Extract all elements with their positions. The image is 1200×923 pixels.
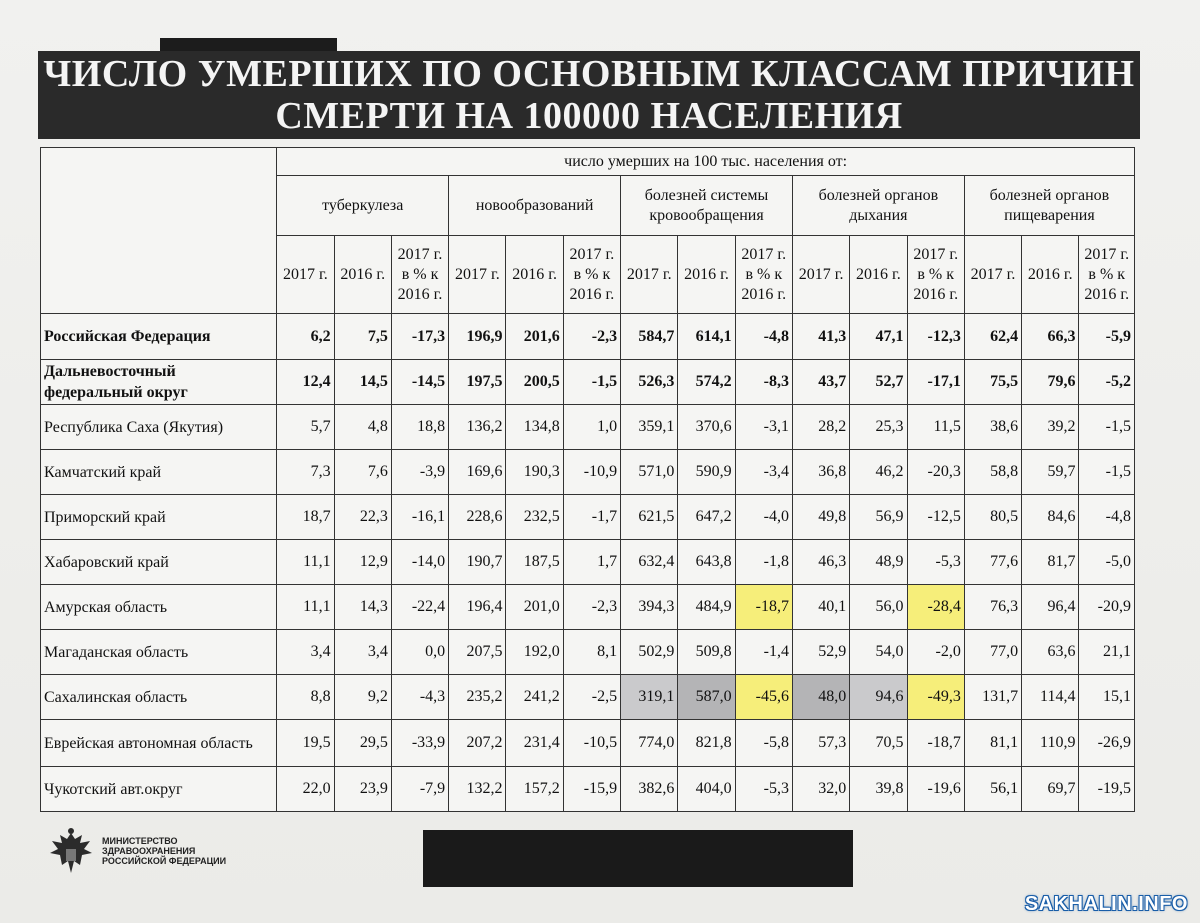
value-cell: 38,6 — [964, 405, 1021, 450]
value-cell: 47,1 — [850, 314, 907, 360]
value-cell: -15,9 — [563, 767, 620, 812]
value-cell: 96,4 — [1022, 585, 1079, 630]
value-cell: -5,3 — [907, 540, 964, 585]
value-cell: 502,9 — [621, 630, 678, 675]
value-cell: 574,2 — [678, 360, 735, 405]
value-cell: 11,5 — [907, 405, 964, 450]
group-header-digestive: болезней органов пищеварения — [964, 176, 1134, 236]
value-cell: 114,4 — [1022, 675, 1079, 720]
value-cell: 21,1 — [1079, 630, 1135, 675]
ministry-line-1: МИНИСТЕРСТВО — [102, 836, 178, 846]
value-cell: 48,0 — [792, 675, 849, 720]
value-cell: -1,8 — [735, 540, 792, 585]
table-row — [41, 314, 1135, 360]
title-banner — [38, 51, 1140, 139]
super-header: число умерших на 100 тыс. населения от: — [277, 148, 1135, 176]
group-header-neoplasms: новообразований — [449, 176, 621, 236]
ministry-label — [102, 836, 226, 866]
value-cell: 207,5 — [449, 630, 506, 675]
value-cell: -2,0 — [907, 630, 964, 675]
value-cell: 63,6 — [1022, 630, 1079, 675]
ministry-line-3: РОССИЙСКОЙ ФЕДЕРАЦИИ — [102, 856, 227, 866]
region-name-cell: Хабаровский край — [41, 540, 277, 585]
value-cell: 14,3 — [334, 585, 391, 630]
value-cell: 22,0 — [277, 767, 334, 812]
value-cell: -1,5 — [1079, 405, 1135, 450]
subheader-0-2: 2017 г. в % к 2016 г. — [391, 236, 448, 314]
value-cell: -28,4 — [907, 585, 964, 630]
value-cell: 169,6 — [449, 450, 506, 495]
subheader-4-0: 2017 г. — [964, 236, 1021, 314]
region-name-cell: Сахалинская область — [41, 675, 277, 720]
value-cell: -5,2 — [1079, 360, 1135, 405]
value-cell: 11,1 — [277, 540, 334, 585]
table-row — [41, 720, 1135, 767]
value-cell: 0,0 — [391, 630, 448, 675]
region-name-cell: Камчатский край — [41, 450, 277, 495]
region-header-cell — [41, 148, 277, 314]
table-row — [41, 540, 1135, 585]
subheader-0-1: 2016 г. — [334, 236, 391, 314]
subheader-3-1: 2016 г. — [850, 236, 907, 314]
value-cell: 187,5 — [506, 540, 563, 585]
subheader-1-0: 2017 г. — [449, 236, 506, 314]
value-cell: 1,0 — [563, 405, 620, 450]
value-cell: -14,0 — [391, 540, 448, 585]
value-cell: -18,7 — [907, 720, 964, 767]
value-cell: -45,6 — [735, 675, 792, 720]
value-cell: 9,2 — [334, 675, 391, 720]
value-cell: 241,2 — [506, 675, 563, 720]
value-cell: -4,8 — [1079, 495, 1135, 540]
value-cell: -19,5 — [1079, 767, 1135, 812]
value-cell: 201,6 — [506, 314, 563, 360]
value-cell: 59,7 — [1022, 450, 1079, 495]
value-cell: 77,6 — [964, 540, 1021, 585]
value-cell: -3,9 — [391, 450, 448, 495]
value-cell: 632,4 — [621, 540, 678, 585]
value-cell: 5,7 — [277, 405, 334, 450]
value-cell: -2,3 — [563, 314, 620, 360]
value-cell: -1,5 — [1079, 450, 1135, 495]
double-headed-eagle-emblem-icon — [44, 827, 98, 881]
value-cell: 39,8 — [850, 767, 907, 812]
value-cell: -16,1 — [391, 495, 448, 540]
value-cell: 62,4 — [964, 314, 1021, 360]
value-cell: -20,3 — [907, 450, 964, 495]
region-name-cell: Республика Саха (Якутия) — [41, 405, 277, 450]
value-cell: 647,2 — [678, 495, 735, 540]
value-cell: 28,2 — [792, 405, 849, 450]
value-cell: 131,7 — [964, 675, 1021, 720]
value-cell: 66,3 — [1022, 314, 1079, 360]
value-cell: -2,5 — [563, 675, 620, 720]
value-cell: 1,7 — [563, 540, 620, 585]
value-cell: -4,8 — [735, 314, 792, 360]
value-cell: 6,2 — [277, 314, 334, 360]
value-cell: 110,9 — [1022, 720, 1079, 767]
value-cell: 584,7 — [621, 314, 678, 360]
region-name-cell: Приморский край — [41, 495, 277, 540]
value-cell: 614,1 — [678, 314, 735, 360]
value-cell: 81,1 — [964, 720, 1021, 767]
value-cell: -4,0 — [735, 495, 792, 540]
value-cell: -5,3 — [735, 767, 792, 812]
value-cell: 76,3 — [964, 585, 1021, 630]
value-cell: 207,2 — [449, 720, 506, 767]
value-cell: 235,2 — [449, 675, 506, 720]
value-cell: 404,0 — [678, 767, 735, 812]
value-cell: 79,6 — [1022, 360, 1079, 405]
subheader-1-1: 2016 г. — [506, 236, 563, 314]
value-cell: 7,5 — [334, 314, 391, 360]
value-cell: 18,7 — [277, 495, 334, 540]
table-row — [41, 585, 1135, 630]
value-cell: 157,2 — [506, 767, 563, 812]
mortality-table — [40, 147, 1135, 812]
region-name-cell: Российская Федерация — [41, 314, 277, 360]
value-cell: 134,8 — [506, 405, 563, 450]
value-cell: -3,1 — [735, 405, 792, 450]
value-cell: -1,7 — [563, 495, 620, 540]
subheader-0-0: 2017 г. — [277, 236, 334, 314]
table-row — [41, 630, 1135, 675]
value-cell: 41,3 — [792, 314, 849, 360]
ministry-line-2: ЗДРАВООХРАНЕНИЯ — [102, 846, 196, 856]
value-cell: 587,0 — [678, 675, 735, 720]
value-cell: 77,0 — [964, 630, 1021, 675]
subheader-2-2: 2017 г. в % к 2016 г. — [735, 236, 792, 314]
value-cell: 571,0 — [621, 450, 678, 495]
subheader-4-2: 2017 г. в % к 2016 г. — [1079, 236, 1135, 314]
subheader-4-1: 2016 г. — [1022, 236, 1079, 314]
value-cell: 197,5 — [449, 360, 506, 405]
value-cell: -5,0 — [1079, 540, 1135, 585]
table-row — [41, 405, 1135, 450]
value-cell: 49,8 — [792, 495, 849, 540]
value-cell: 200,5 — [506, 360, 563, 405]
value-cell: -12,3 — [907, 314, 964, 360]
value-cell: 32,0 — [792, 767, 849, 812]
value-cell: 70,5 — [850, 720, 907, 767]
value-cell: 8,1 — [563, 630, 620, 675]
value-cell: 15,1 — [1079, 675, 1135, 720]
value-cell: -2,3 — [563, 585, 620, 630]
value-cell: 3,4 — [277, 630, 334, 675]
value-cell: -10,5 — [563, 720, 620, 767]
group-header-respiratory: болезней органов дыхания — [792, 176, 964, 236]
value-cell: 56,1 — [964, 767, 1021, 812]
value-cell: 359,1 — [621, 405, 678, 450]
value-cell: 36,8 — [792, 450, 849, 495]
value-cell: 7,3 — [277, 450, 334, 495]
value-cell: 69,7 — [1022, 767, 1079, 812]
value-cell: 319,1 — [621, 675, 678, 720]
value-cell: 14,5 — [334, 360, 391, 405]
value-cell: 29,5 — [334, 720, 391, 767]
subheader-1-2: 2017 г. в % к 2016 г. — [563, 236, 620, 314]
value-cell: 23,9 — [334, 767, 391, 812]
value-cell: -19,6 — [907, 767, 964, 812]
value-cell: 774,0 — [621, 720, 678, 767]
value-cell: -12,5 — [907, 495, 964, 540]
value-cell: 136,2 — [449, 405, 506, 450]
value-cell: 3,4 — [334, 630, 391, 675]
value-cell: -49,3 — [907, 675, 964, 720]
value-cell: 22,3 — [334, 495, 391, 540]
value-cell: 7,6 — [334, 450, 391, 495]
value-cell: 43,7 — [792, 360, 849, 405]
region-name-cell: Амурская область — [41, 585, 277, 630]
value-cell: -5,8 — [735, 720, 792, 767]
value-cell: 821,8 — [678, 720, 735, 767]
value-cell: 196,4 — [449, 585, 506, 630]
value-cell: 382,6 — [621, 767, 678, 812]
value-cell: -33,9 — [391, 720, 448, 767]
value-cell: 201,0 — [506, 585, 563, 630]
table-row — [41, 675, 1135, 720]
value-cell: -26,9 — [1079, 720, 1135, 767]
value-cell: 39,2 — [1022, 405, 1079, 450]
subheader-2-0: 2017 г. — [621, 236, 678, 314]
value-cell: 196,9 — [449, 314, 506, 360]
value-cell: -14,5 — [391, 360, 448, 405]
value-cell: 52,7 — [850, 360, 907, 405]
value-cell: 526,3 — [621, 360, 678, 405]
value-cell: -22,4 — [391, 585, 448, 630]
value-cell: 621,5 — [621, 495, 678, 540]
value-cell: 228,6 — [449, 495, 506, 540]
subheader-2-1: 2016 г. — [678, 236, 735, 314]
table-row — [41, 495, 1135, 540]
value-cell: 643,8 — [678, 540, 735, 585]
value-cell: 231,4 — [506, 720, 563, 767]
value-cell: -10,9 — [563, 450, 620, 495]
value-cell: 81,7 — [1022, 540, 1079, 585]
value-cell: 84,6 — [1022, 495, 1079, 540]
value-cell: 190,7 — [449, 540, 506, 585]
site-watermark: SAKHALIN.INFO — [1024, 893, 1188, 915]
value-cell: 12,4 — [277, 360, 334, 405]
value-cell: 509,8 — [678, 630, 735, 675]
value-cell: -20,9 — [1079, 585, 1135, 630]
value-cell: 18,8 — [391, 405, 448, 450]
region-name-cell: Чукотский авт.округ — [41, 767, 277, 812]
value-cell: -3,4 — [735, 450, 792, 495]
table-body — [41, 314, 1135, 812]
value-cell: 25,3 — [850, 405, 907, 450]
redaction-bar-bottom — [423, 830, 853, 887]
value-cell: 232,5 — [506, 495, 563, 540]
value-cell: 484,9 — [678, 585, 735, 630]
table-row — [41, 360, 1135, 405]
value-cell: -5,9 — [1079, 314, 1135, 360]
value-cell: 94,6 — [850, 675, 907, 720]
value-cell: 11,1 — [277, 585, 334, 630]
value-cell: 19,5 — [277, 720, 334, 767]
value-cell: -17,3 — [391, 314, 448, 360]
value-cell: 192,0 — [506, 630, 563, 675]
value-cell: 54,0 — [850, 630, 907, 675]
value-cell: 190,3 — [506, 450, 563, 495]
group-header-tuberculosis: туберкулеза — [277, 176, 449, 236]
value-cell: 4,8 — [334, 405, 391, 450]
region-name-cell: Еврейская автономная область — [41, 720, 277, 767]
region-name-cell: Магаданская область — [41, 630, 277, 675]
value-cell: 48,9 — [850, 540, 907, 585]
value-cell: 12,9 — [334, 540, 391, 585]
value-cell: 46,3 — [792, 540, 849, 585]
value-cell: 75,5 — [964, 360, 1021, 405]
value-cell: 370,6 — [678, 405, 735, 450]
value-cell: 56,0 — [850, 585, 907, 630]
value-cell: 8,8 — [277, 675, 334, 720]
value-cell: 394,3 — [621, 585, 678, 630]
value-cell: -1,5 — [563, 360, 620, 405]
table-row — [41, 450, 1135, 495]
region-name-cell: Дальневосточный федеральный округ — [41, 360, 277, 405]
table-row — [41, 767, 1135, 812]
value-cell: -1,4 — [735, 630, 792, 675]
subheader-3-0: 2017 г. — [792, 236, 849, 314]
title-line-2: СМЕРТИ НА 100000 НАСЕЛЕНИЯ — [275, 95, 903, 137]
value-cell: 132,2 — [449, 767, 506, 812]
value-cell: -7,9 — [391, 767, 448, 812]
subheader-3-2: 2017 г. в % к 2016 г. — [907, 236, 964, 314]
value-cell: 40,1 — [792, 585, 849, 630]
value-cell: 57,3 — [792, 720, 849, 767]
value-cell: 58,8 — [964, 450, 1021, 495]
value-cell: -8,3 — [735, 360, 792, 405]
value-cell: 52,9 — [792, 630, 849, 675]
group-header-circulatory: болезней системы кровообращения — [621, 176, 793, 236]
value-cell: 56,9 — [850, 495, 907, 540]
value-cell: -17,1 — [907, 360, 964, 405]
value-cell: 80,5 — [964, 495, 1021, 540]
value-cell: 590,9 — [678, 450, 735, 495]
value-cell: -18,7 — [735, 585, 792, 630]
value-cell: -4,3 — [391, 675, 448, 720]
title-line-1: ЧИСЛО УМЕРШИХ ПО ОСНОВНЫМ КЛАССАМ ПРИЧИН — [43, 53, 1135, 95]
value-cell: 46,2 — [850, 450, 907, 495]
